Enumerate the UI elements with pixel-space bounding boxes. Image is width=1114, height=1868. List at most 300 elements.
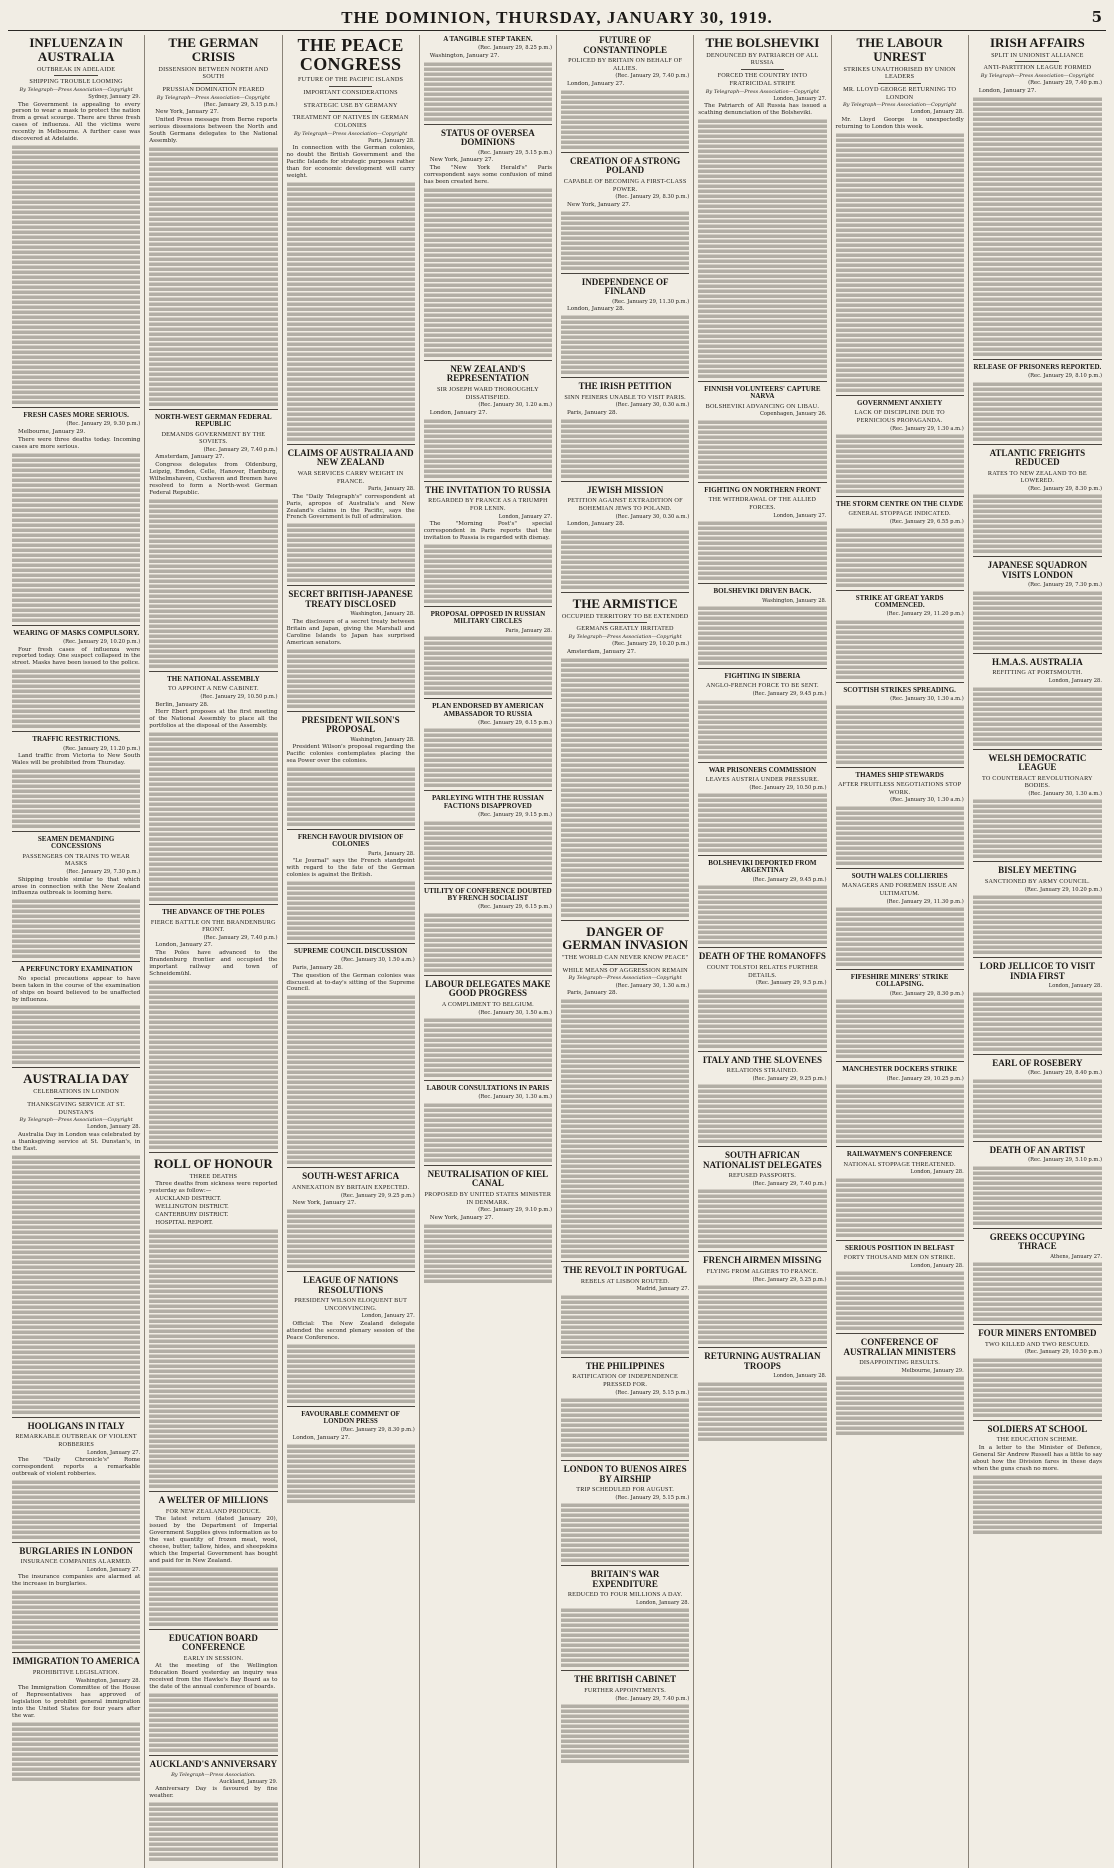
body-text-lines: [149, 979, 277, 1149]
article: [561, 1570, 689, 1671]
article-headline: BOLSHEVIKI DRIVEN BACK.: [713, 587, 812, 596]
article-subheading: THANKSGIVING SERVICE AT ST. DUNSTAN'S: [27, 1100, 126, 1116]
dateline: (Rec. January 29, 7.30 p.m.): [1028, 582, 1102, 589]
article-body: [149, 1181, 277, 1227]
article-headline: JAPANESE SQUADRON VISITS LONDON: [987, 560, 1088, 580]
dateline: (Rec. January 30, 1.20 a.m.): [478, 402, 552, 409]
body-text-lines: [561, 210, 689, 270]
article: [561, 382, 689, 482]
article-paragraph: Four fresh cases of influenza were reported today. One suspect collapsed in the street. Masks have been issued to the police.: [12, 646, 141, 667]
dateline: (Rec. January 29, 5.25 p.m.): [752, 1276, 827, 1283]
article-headline: WEARING OF MASKS COMPULSORY.: [13, 628, 140, 637]
article-body: [149, 702, 277, 731]
article-paragraph: Paris, January 28.: [567, 409, 618, 416]
article: [424, 980, 552, 1081]
article-body: [12, 1574, 140, 1588]
body-text-lines: [836, 1375, 964, 1435]
article: [287, 834, 415, 944]
article-subheading: THREE DEATHS: [189, 1172, 238, 1180]
article-body: [12, 1457, 140, 1478]
dateline: Sydney, January 29.: [88, 94, 141, 101]
article-subheading: NATIONAL STOPPAGE THREATENED.: [843, 1160, 956, 1168]
article-paragraph: Amsterdam, January 27.: [155, 454, 225, 461]
article-paragraph: WELLINGTON DISTRICT.: [155, 1204, 229, 1211]
article: [973, 754, 1102, 863]
article-subheading: REFUSED PASSPORTS.: [728, 1172, 797, 1180]
article: [698, 588, 826, 669]
article: [149, 909, 277, 1153]
article-subheading: ANGLO-FRENCH FORCE TO BE SENT.: [706, 682, 819, 690]
article-body: [287, 965, 415, 994]
dateline: (Rec. January 30, 1.30 a.m.): [890, 696, 964, 703]
article-body: [287, 858, 415, 879]
article: [424, 795, 552, 883]
article: [12, 1657, 140, 1783]
body-text-lines: [424, 543, 552, 603]
body-text-lines: [12, 1479, 140, 1539]
article: [973, 364, 1102, 445]
article-subheading: DISSENSION BETWEEN NORTH AND SOUTH: [158, 65, 269, 81]
dateline: (Rec. January 29, 7.30 p.m.): [66, 869, 141, 876]
body-text-lines: [287, 1343, 415, 1403]
article-body: [12, 877, 140, 898]
article: [698, 1151, 826, 1252]
body-text-lines: [973, 991, 1102, 1051]
article-subheading: SHIPPING TROUBLE LOOMING: [29, 78, 123, 86]
article: [973, 1425, 1102, 1537]
article-subheading: RATIFICATION OF INDEPENDENCE PRESSED FOR.: [572, 1373, 678, 1388]
article-headline: IMMIGRATION TO AMERICA: [12, 1656, 140, 1667]
wire-credit: By Telegraph—Press Association—Copyright: [568, 634, 682, 640]
article-body: [12, 753, 140, 767]
article-headline: MANCHESTER DOCKERS STRIKE: [842, 1065, 957, 1074]
dateline: (Rec. January 29, 11.30 p.m.): [612, 298, 690, 305]
article-subheading: REFITTING AT PORTSMOUTH.: [992, 669, 1083, 677]
article-body: [12, 1685, 140, 1720]
dateline: (Rec. January 29, 9.5 p.m.): [755, 980, 827, 987]
article-paragraph: New York, January 27.: [429, 1214, 494, 1221]
body-text-lines: [698, 1083, 826, 1143]
dateline: (Rec. January 29, 8.30 p.m.): [340, 1427, 415, 1434]
dateline: (Rec. January 29, 10.20 p.m.): [612, 641, 690, 648]
article-headline: FUTURE OF CONSTANTINOPLE: [583, 35, 668, 55]
dateline: (Rec. January 29, 9.30 p.m.): [66, 421, 141, 428]
body-text-lines: [561, 1294, 689, 1354]
article-paragraph: London, January 27.: [292, 1434, 350, 1441]
body-text-lines: [149, 1692, 277, 1752]
dateline: (Rec. January 29, 8.10 p.m.): [1028, 373, 1102, 380]
article-subheading: BOLSHEVIKI ADVANCING ON LIBAU.: [705, 402, 820, 410]
article-subheading: OUTBREAK IN ADELAIDE: [37, 65, 116, 73]
article-paragraph: "Le Journal" says the French standpoint with regard to the fate of the German colonies is against the British.: [286, 858, 415, 878]
article: [149, 1157, 277, 1492]
article-body: [287, 1321, 415, 1342]
article-body: [287, 744, 415, 765]
divider-rule: [192, 83, 236, 84]
article-headline: SCOTTISH STRIKES SPREADING.: [843, 685, 956, 694]
body-text-lines: [836, 527, 964, 587]
article-body: [561, 306, 689, 313]
article-body: [12, 976, 140, 1004]
article-subheading: WAR SERVICES CARRY WEIGHT IN FRANCE.: [297, 469, 404, 485]
article-subheading: "THE WORLD CAN NEVER KNOW PEACE": [562, 954, 689, 962]
body-text-lines: [836, 998, 964, 1058]
article-headline: FRESH CASES MORE SERIOUS.: [23, 411, 129, 420]
article-headline: IRISH AFFAIRS: [989, 35, 1085, 50]
article-paragraph: The insurance companies are alarmed at the increase in burglaries.: [12, 1574, 141, 1588]
article-headline: THE REVOLT IN PORTUGAL: [563, 1265, 687, 1275]
article-body: [287, 145, 415, 180]
article-subheading: PETITION AGAINST EXTRADITION OF BOHEMIAN JEWS TO POLAND.: [567, 497, 683, 512]
article-headline: INDEPENDENCE OF FINLAND: [581, 276, 669, 297]
article: [973, 1233, 1102, 1326]
article-subheading: LEAVES AUSTRIA UNDER PRESSURE.: [705, 775, 819, 783]
article: [973, 1146, 1102, 1229]
article: [149, 36, 277, 410]
article-paragraph: There were three deaths today. Incoming cases are more serious.: [12, 436, 141, 450]
article: [973, 962, 1102, 1055]
body-text-lines: [836, 906, 964, 966]
article: [698, 36, 826, 382]
article-paragraph: Berlin, January 28.: [155, 701, 209, 708]
article: [836, 36, 964, 396]
article-subheading: RATES TO NEW ZEALAND TO BE LOWERED.: [987, 469, 1087, 485]
article-paragraph: HOSPITAL REPORT.: [155, 1220, 213, 1227]
article: [12, 736, 140, 832]
article-body: [149, 1786, 277, 1800]
article-headline: JEWISH MISSION: [586, 484, 664, 495]
divider-rule: [329, 99, 373, 100]
article-headline: DANGER OF GERMAN INVASION: [562, 923, 689, 953]
article-body: [149, 454, 277, 497]
article: [424, 611, 552, 699]
article-body: [287, 619, 415, 647]
body-text-lines: [973, 1474, 1102, 1534]
dateline: London, January 27.: [361, 1313, 415, 1320]
body-text-lines: [12, 1004, 140, 1064]
article: [836, 595, 964, 683]
dateline: Paris, January 28.: [368, 486, 415, 493]
body-text-lines: [973, 686, 1102, 746]
article: [424, 1170, 552, 1286]
article-subheading: WHILE MEANS OF AGGRESSION REMAIN: [562, 966, 688, 974]
article-headline: THE BRITISH CABINET: [574, 1674, 677, 1685]
dateline: (Rec. January 29, 7.40 p.m.): [1028, 80, 1102, 87]
article: [149, 1634, 277, 1756]
article-headline: A PERFUNCTORY EXAMINATION: [19, 965, 133, 974]
body-text-lines: [424, 1017, 552, 1077]
body-text-lines: [698, 118, 826, 378]
article-paragraph: Amsterdam, January 27.: [567, 648, 636, 655]
article: [287, 449, 415, 587]
article: [287, 36, 415, 445]
dateline: (Rec. January 29, 5.15 p.m.): [615, 1494, 690, 1501]
article-subheading: FURTHER APPOINTMENTS.: [584, 1686, 667, 1694]
dateline: Melbourne, January 29.: [901, 1367, 964, 1374]
body-text-lines: [973, 1165, 1102, 1225]
article-body: [287, 1200, 415, 1207]
article: [836, 1066, 964, 1147]
article: [836, 772, 964, 869]
article-subheading: GERMANS GREATLY IRRITATED: [576, 625, 674, 633]
article-body: [836, 117, 964, 131]
article: [698, 952, 826, 1051]
body-text-lines: [12, 1589, 140, 1649]
article-headline: THE IRISH PETITION: [578, 381, 672, 392]
article-subheading: THE WITHDRAWAL OF THE ALLIED FORCES.: [708, 496, 817, 512]
body-text-lines: [424, 912, 552, 972]
article: [12, 630, 140, 733]
dateline: London, January 28.: [910, 1262, 964, 1269]
dateline: (Rec. January 29, 10.50 p.m.): [1024, 1349, 1102, 1356]
article-headline: STATUS OF OVERSEA DOMINIONS: [440, 127, 535, 148]
article-subheading: FLYING FROM ALGIERS TO FRANCE.: [706, 1268, 819, 1276]
dateline: Washington, January 28.: [75, 1677, 141, 1684]
article-subheading: FUTURE OF THE PACIFIC ISLANDS: [298, 76, 404, 84]
body-text-lines: [287, 181, 415, 441]
article-subheading: FORTY THOUSAND MEN ON STRIKE.: [843, 1254, 956, 1262]
article-paragraph: Paris, January 28.: [292, 964, 343, 971]
article-paragraph: Melbourne, January 29.: [18, 428, 86, 435]
body-text-lines: [698, 1284, 826, 1344]
article-headline: SECRET BRITISH-JAPANESE TREATY DISCLOSED: [288, 589, 413, 609]
article-paragraph: Washington, January 27.: [429, 52, 500, 59]
body-text-lines: [973, 590, 1102, 650]
article-headline: FIGHTING IN SIBERIA: [724, 671, 801, 680]
dateline: Copenhagen, January 26.: [759, 411, 827, 418]
body-text-lines: [973, 381, 1102, 441]
article-body: [973, 88, 1102, 95]
dateline: (Rec. January 30, 1.30 a.m.): [478, 1094, 552, 1101]
article-headline: HOOLIGANS IN ITALY: [27, 1420, 125, 1431]
article-paragraph: No special precautions appear to have been taken in the course of the examination of ships on board believed to be unaffected by influenza.: [12, 975, 141, 1003]
article-paragraph: Mr. Lloyd George is unexpectedly returning to London this week.: [835, 116, 964, 130]
dateline: (Rec. January 29, 7.40 p.m.): [203, 934, 278, 941]
article-subheading: FOR NEW ZEALAND PRODUCE.: [165, 1507, 261, 1515]
article: [12, 412, 140, 626]
dateline: London, January 28.: [773, 1373, 827, 1380]
body-text-lines: [836, 1177, 964, 1237]
article-headline: RELEASE OF PRISONERS REPORTED.: [973, 362, 1102, 371]
body-text-lines: [12, 898, 140, 958]
article-body: [424, 521, 552, 542]
article-headline: LORD JELLICOE TO VISIT INDIA FIRST: [979, 961, 1096, 981]
article-body: [287, 1435, 415, 1442]
dateline: (Rec. January 30, 1.30 a.m.): [1028, 791, 1102, 797]
article-subheading: PROHIBITIVE LEGISLATION.: [32, 1668, 120, 1676]
article: [12, 836, 140, 962]
body-text-lines: [287, 1208, 415, 1268]
dateline: (Rec. January 29, 9.25 p.m.): [752, 1075, 827, 1082]
article-headline: PRESIDENT WILSON'S PROPOSAL: [301, 714, 400, 735]
article-headline: FAVOURABLE COMMENT OF LONDON PRESS: [301, 1409, 400, 1426]
column-3: [283, 35, 420, 1868]
dateline: (Rec. January 30, 1.30 a.m.): [615, 982, 690, 989]
dateline: London, January 27.: [87, 1567, 141, 1573]
article-headline: ROLL OF HONOUR: [154, 1156, 273, 1172]
page-number: 5: [1091, 8, 1102, 26]
body-text-lines: [149, 146, 277, 406]
body-text-lines: [12, 1721, 140, 1781]
article-headline: THAMES SHIP STEWARDS: [855, 770, 944, 779]
article: [973, 561, 1102, 654]
article-subheading: TRIP SCHEDULED FOR AUGUST.: [576, 1486, 674, 1494]
body-text-lines: [973, 96, 1102, 356]
body-text-lines: [561, 1397, 689, 1457]
article: [287, 590, 415, 711]
dateline: London, January 28.: [636, 1599, 690, 1606]
dateline: Paris, January 28.: [505, 627, 552, 634]
article: [698, 1056, 826, 1148]
dateline: London, January 28.: [910, 1169, 964, 1176]
article-paragraph: Official: The New Zealand delegate attended the second plenary session of the Peace Conference.: [286, 1320, 415, 1341]
article: [698, 673, 826, 763]
article-body: [698, 103, 826, 117]
body-text-lines: [973, 894, 1102, 954]
article-paragraph: The "Daily Telegraph's" correspondent at Paris, apropos of Australia's and New Zealand's claims in the Pacific, says the French Government is full of admiration.: [286, 493, 415, 521]
article-paragraph: The Government is appealing to every person to wear a mask to protect the nation from a great scourge. There are three fresh cases of influenza. All the victims were recently in Melbourne. A further case was discovered at Adelaide.: [12, 101, 141, 143]
dateline: (Rec. January 30, 0.30 a.m.): [615, 402, 690, 409]
body-text-lines: [973, 1357, 1102, 1417]
article-headline: SOLDIERS AT SCHOOL: [987, 1423, 1088, 1434]
divider-rule: [741, 69, 785, 70]
article: [424, 1085, 552, 1166]
article-paragraph: London, January 27.: [429, 409, 488, 416]
dateline: (Rec. January 29, 11.20 p.m.): [63, 745, 141, 752]
article-paragraph: The "Morning Post's" special correspondent in Paris reports that the invitation to Russia is regarded with dismay.: [423, 521, 552, 541]
article-headline: SEAMEN DEMANDING CONCESSIONS: [37, 834, 115, 851]
article-subheading: GENERAL STOPPAGE INDICATED.: [848, 510, 951, 518]
article-paragraph: Anniversary Day is favoured by fine weather.: [149, 1786, 278, 1800]
article-headline: TRAFFIC RESTRICTIONS.: [32, 735, 120, 744]
article-headline: THE PHILIPPINES: [585, 1360, 665, 1371]
article-body: [561, 202, 689, 209]
article-headline: GREEKS OCCUPYING THRACE: [989, 1231, 1085, 1252]
article: [424, 703, 552, 791]
article-body: [561, 81, 689, 88]
masthead-title: THE DOMINION, THURSDAY, JANUARY 30, 1919.: [341, 8, 773, 27]
article-paragraph: The disclosure of a secret treaty between Britain and Japan, giving the Marshall and Caroline Islands to Japan has surprised American senators.: [286, 618, 415, 646]
article-headline: PARLEYING WITH THE RUSSIAN FACTIONS DISAPPROVED: [431, 794, 544, 810]
body-text-lines: [12, 768, 140, 828]
article-headline: RETURNING AUSTRALIAN TROOPS: [704, 1351, 821, 1371]
article-subheading: ANTI-PARTITION LEAGUE FORMED: [983, 64, 1092, 72]
body-text-lines: [149, 498, 277, 668]
article-headline: THE NATIONAL ASSEMBLY: [167, 674, 260, 683]
article: [12, 36, 140, 408]
dateline: (Rec. January 29, 1.30 a.m.): [890, 425, 964, 432]
article: [561, 486, 689, 593]
article-paragraph: The "Daily Chronicle's" Rome correspondent reports a remarkable outbreak of violent robberies.: [12, 1457, 141, 1477]
article: [561, 925, 689, 1262]
body-text-lines: [424, 187, 552, 357]
body-text-lines: [561, 314, 689, 374]
article-headline: CLAIMS OF AUSTRALIA AND NEW ZEALAND: [287, 447, 414, 468]
body-text-lines: [836, 1083, 964, 1143]
article-headline: SOUTH-WEST AFRICA: [302, 1171, 400, 1182]
dateline: Athens, January 27.: [1050, 1253, 1102, 1260]
article-subheading: REMARKABLE OUTBREAK OF VIOLENT ROBBERIES: [15, 1433, 137, 1448]
article-paragraph: Shipping trouble similar to that which arose in connection with the New Zealand influenza outbreak is looming here.: [12, 876, 141, 897]
article-headline: A TANGIBLE STEP TAKEN.: [443, 35, 533, 43]
article-paragraph: The Immigration Committee of the House of Representatives has approved of legislation to prohibit general immigration into the United States for four years after the war.: [12, 1684, 141, 1719]
article-headline: INFLUENZA IN AUSTRALIA: [29, 35, 123, 64]
dateline: (Rec. January 29, 9.45 p.m.): [752, 691, 827, 698]
dateline: London, January 27.: [87, 1449, 141, 1456]
body-text-lines: [424, 1102, 552, 1162]
dateline: (Rec. January 29, 10.20 p.m.): [1024, 886, 1102, 893]
dateline: (Rec. January 29, 7.40 p.m.): [203, 447, 278, 454]
article-subheading: A COMPLIMENT TO BELGIUM.: [441, 1000, 534, 1008]
body-text-lines: [698, 988, 826, 1048]
body-text-lines: [149, 731, 277, 901]
body-text-lines: [424, 1223, 552, 1283]
article-headline: FRENCH AIRMEN MISSING: [703, 1255, 822, 1266]
article-subheading: SPLIT IN UNIONIST ALLIANCE: [991, 51, 1084, 59]
article-subheading: PRUSSIAN DOMINATION FEARED: [162, 85, 265, 93]
dateline: London, January 28.: [1048, 983, 1102, 990]
article: [973, 36, 1102, 360]
dateline: (Rec. January 29, 8.25 p.m.): [478, 45, 552, 52]
article: [561, 157, 689, 274]
wire-credit: By Telegraph—Press Association—Copyright: [568, 975, 682, 982]
article-subheading: FORCED THE COUNTRY INTO FRATRICIDAL STRIFE: [717, 72, 808, 87]
body-text-lines: [424, 820, 552, 880]
article: [836, 1245, 964, 1335]
article-headline: A WELTER OF MILLIONS: [158, 1495, 269, 1506]
body-text-lines: [836, 704, 964, 764]
article-subheading: STRIKES UNAUTHORISED BY UNION LEADERS: [843, 65, 956, 81]
body-text-lines: [149, 1801, 277, 1861]
article-body: [424, 53, 552, 60]
body-text-lines: [698, 605, 826, 665]
article-subheading: PASSENGERS ON TRAINS TO WEAR MASKS: [22, 852, 130, 868]
article-subheading: OCCUPIED TERRITORY TO BE EXTENDED: [561, 612, 689, 620]
article-headline: SOUTH AFRICAN NATIONALIST DELEGATES: [702, 1150, 822, 1170]
body-text-lines: [149, 1566, 277, 1626]
dateline: (Rec. January 29, 8.30 p.m.): [615, 194, 690, 201]
article-headline: PROPOSAL OPPOSED IN RUSSIAN MILITARY CIRCLES: [430, 609, 546, 626]
article: [12, 1422, 140, 1543]
article-subheading: TREATMENT OF NATIVES IN GERMAN COLONIES: [292, 114, 409, 129]
dateline: (Rec. January 29, 10.20 p.m.): [63, 639, 141, 646]
article-subheading: DEMANDS GOVERNMENT BY THE SOVIETS.: [161, 430, 266, 446]
article-headline: SUPREME COUNCIL DISCUSSION: [294, 946, 408, 955]
body-text-lines: [698, 419, 826, 479]
article-paragraph: London, January 27.: [978, 87, 1037, 94]
column-8: [969, 35, 1106, 1868]
article: [973, 449, 1102, 558]
body-text-lines: [836, 1270, 964, 1330]
body-text-lines: [561, 998, 689, 1258]
article: [836, 1151, 964, 1241]
article: [561, 597, 689, 921]
article-body: [149, 1663, 277, 1691]
article-subheading: STRATEGIC USE BY GERMANY: [303, 101, 398, 109]
body-text-lines: [973, 798, 1102, 858]
article-paragraph: London, January 27.: [567, 80, 625, 87]
dateline: (Rec. January 29, 8.30 p.m.): [889, 990, 964, 997]
body-text-lines: [698, 1381, 826, 1441]
dateline: (Rec. January 29, 8.40 p.m.): [1028, 1070, 1102, 1077]
article-body: [149, 109, 277, 145]
body-text-lines: [973, 1261, 1102, 1321]
article: [973, 1059, 1102, 1142]
article: [836, 873, 964, 970]
article-subheading: RELATIONS STRAINED.: [726, 1067, 798, 1075]
article: [12, 1547, 140, 1654]
dateline: (Rec. January 29, 6.55 p.m.): [889, 519, 964, 526]
